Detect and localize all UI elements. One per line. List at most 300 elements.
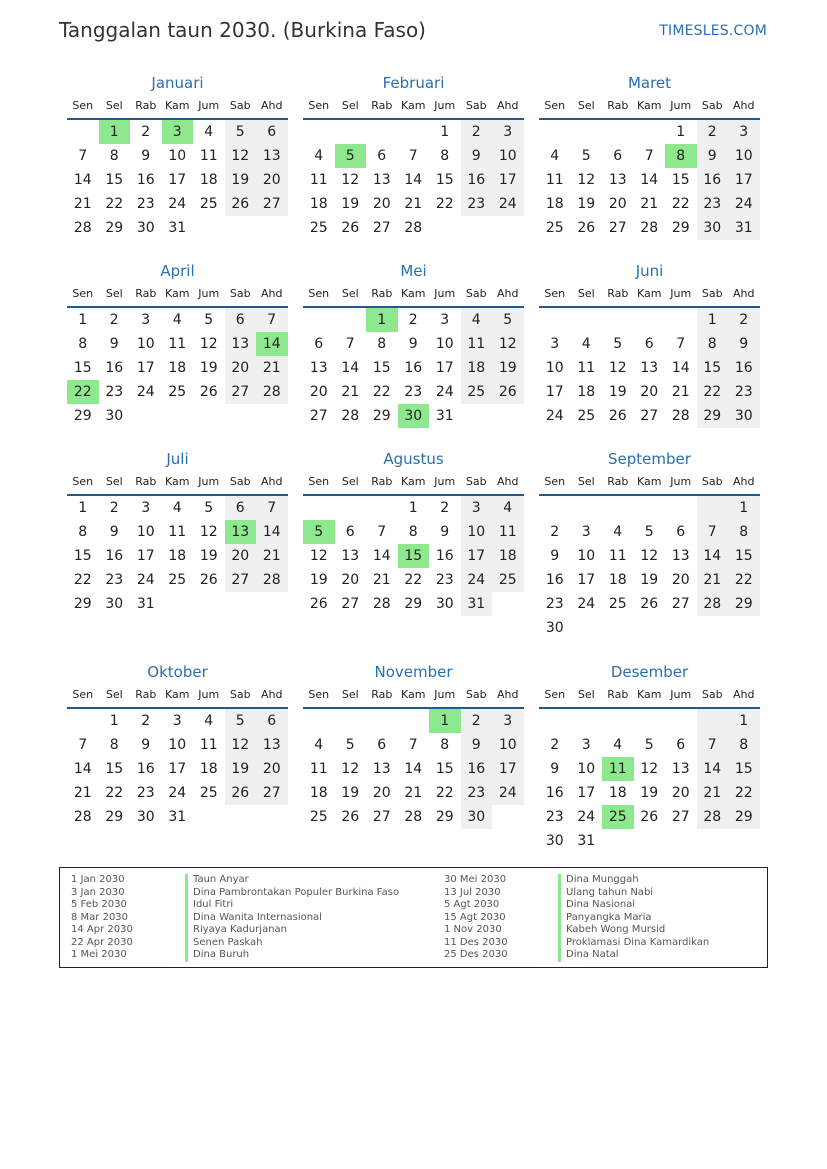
day-cell[interactable]: 18 [199, 172, 218, 188]
day-cell[interactable]: 28 [404, 220, 423, 236]
day-cell[interactable]: 14 [671, 360, 690, 376]
day-cell[interactable]: 23 [728, 380, 760, 404]
brand-link[interactable]: TIMESLES.COM [659, 23, 767, 39]
day-cell[interactable]: 13 [671, 548, 690, 564]
day-cell[interactable]: 27 [225, 568, 257, 592]
day-cell[interactable]: 10 [461, 520, 493, 544]
day-cell[interactable]: 20 [671, 572, 690, 588]
day-cell[interactable]: 24 [168, 785, 187, 801]
day-cell[interactable]: 13 [372, 172, 391, 188]
day-cell[interactable]: 25 [492, 568, 524, 592]
day-cell[interactable]: 7 [345, 336, 355, 352]
day-cell[interactable]: 2 [408, 312, 418, 328]
day-cell[interactable]: 20 [225, 544, 257, 568]
day-cell[interactable]: 27 [309, 408, 328, 424]
day-cell[interactable]: 20 [256, 168, 288, 192]
day-cell[interactable]: 28 [671, 408, 690, 424]
day-cell[interactable]: 15 [435, 172, 454, 188]
day-cell[interactable]: 20 [225, 356, 257, 380]
day-cell[interactable]: 20 [608, 196, 627, 212]
day-cell[interactable]: 29 [105, 220, 124, 236]
holiday-day[interactable]: 1 [99, 120, 131, 144]
day-cell[interactable]: 8 [78, 524, 88, 540]
day-cell[interactable]: 10 [577, 761, 596, 777]
day-cell[interactable]: 26 [492, 380, 524, 404]
day-cell[interactable]: 25 [608, 596, 627, 612]
day-cell[interactable]: 14 [372, 548, 391, 564]
day-cell[interactable]: 16 [545, 785, 564, 801]
day-cell[interactable]: 23 [136, 785, 155, 801]
day-cell[interactable]: 7 [78, 148, 88, 164]
day-cell[interactable]: 15 [435, 761, 454, 777]
day-cell[interactable]: 4 [613, 737, 623, 753]
day-cell[interactable]: 31 [577, 833, 596, 849]
day-cell[interactable]: 29 [105, 809, 124, 825]
day-cell[interactable]: 20 [372, 785, 391, 801]
day-cell[interactable]: 20 [309, 384, 328, 400]
day-cell[interactable]: 2 [461, 709, 493, 733]
day-cell[interactable]: 19 [225, 757, 257, 781]
day-cell[interactable]: 30 [545, 620, 564, 636]
day-cell[interactable]: 13 [341, 548, 360, 564]
day-cell[interactable]: 19 [492, 356, 524, 380]
day-cell[interactable]: 17 [168, 761, 187, 777]
day-cell[interactable]: 18 [168, 360, 187, 376]
day-cell[interactable]: 22 [697, 380, 729, 404]
day-cell[interactable]: 10 [492, 733, 524, 757]
day-cell[interactable]: 16 [105, 360, 124, 376]
day-cell[interactable]: 16 [545, 572, 564, 588]
day-cell[interactable]: 14 [73, 172, 92, 188]
day-cell[interactable]: 19 [640, 785, 659, 801]
day-cell[interactable]: 20 [341, 572, 360, 588]
day-cell[interactable]: 3 [728, 120, 760, 144]
day-cell[interactable]: 2 [141, 124, 151, 140]
day-cell[interactable]: 24 [728, 192, 760, 216]
day-cell[interactable]: 24 [492, 192, 524, 216]
day-cell[interactable]: 24 [168, 196, 187, 212]
day-cell[interactable]: 19 [309, 572, 328, 588]
day-cell[interactable]: 27 [608, 220, 627, 236]
holiday-day[interactable]: 13 [225, 520, 257, 544]
day-cell[interactable]: 23 [545, 596, 564, 612]
day-cell[interactable]: 13 [225, 332, 257, 356]
day-cell[interactable]: 26 [199, 384, 218, 400]
day-cell[interactable]: 30 [435, 596, 454, 612]
day-cell[interactable]: 5 [204, 312, 214, 328]
day-cell[interactable]: 15 [105, 761, 124, 777]
day-cell[interactable]: 12 [225, 144, 257, 168]
day-cell[interactable]: 31 [728, 216, 760, 240]
day-cell[interactable]: 17 [136, 360, 155, 376]
day-cell[interactable]: 2 [109, 500, 119, 516]
day-cell[interactable]: 26 [341, 220, 360, 236]
day-cell[interactable]: 7 [697, 733, 729, 757]
day-cell[interactable]: 6 [225, 308, 257, 332]
day-cell[interactable]: 27 [256, 781, 288, 805]
day-cell[interactable]: 25 [199, 196, 218, 212]
day-cell[interactable]: 29 [404, 596, 423, 612]
day-cell[interactable]: 6 [377, 148, 387, 164]
day-cell[interactable]: 4 [550, 148, 560, 164]
day-cell[interactable]: 13 [256, 144, 288, 168]
day-cell[interactable]: 13 [372, 761, 391, 777]
day-cell[interactable]: 12 [341, 761, 360, 777]
day-cell[interactable]: 21 [404, 785, 423, 801]
day-cell[interactable]: 16 [136, 761, 155, 777]
day-cell[interactable]: 28 [256, 568, 288, 592]
day-cell[interactable]: 20 [640, 384, 659, 400]
day-cell[interactable]: 4 [204, 124, 214, 140]
day-cell[interactable]: 1 [408, 500, 418, 516]
day-cell[interactable]: 3 [141, 500, 151, 516]
day-cell[interactable]: 4 [314, 148, 324, 164]
day-cell[interactable]: 27 [225, 380, 257, 404]
day-cell[interactable]: 23 [404, 384, 423, 400]
day-cell[interactable]: 27 [671, 809, 690, 825]
day-cell[interactable]: 19 [341, 196, 360, 212]
day-cell[interactable]: 1 [728, 709, 760, 733]
day-cell[interactable]: 6 [345, 524, 355, 540]
day-cell[interactable]: 28 [256, 380, 288, 404]
day-cell[interactable]: 31 [461, 592, 493, 616]
day-cell[interactable]: 27 [341, 596, 360, 612]
day-cell[interactable]: 1 [78, 312, 88, 328]
day-cell[interactable]: 29 [435, 809, 454, 825]
day-cell[interactable]: 10 [728, 144, 760, 168]
day-cell[interactable]: 28 [372, 596, 391, 612]
day-cell[interactable]: 28 [73, 809, 92, 825]
holiday-day[interactable]: 30 [398, 404, 430, 428]
day-cell[interactable]: 16 [697, 168, 729, 192]
day-cell[interactable]: 27 [256, 192, 288, 216]
holiday-day[interactable]: 22 [67, 380, 99, 404]
day-cell[interactable]: 24 [461, 568, 493, 592]
day-cell[interactable]: 2 [109, 312, 119, 328]
day-cell[interactable]: 9 [109, 336, 119, 352]
day-cell[interactable]: 30 [461, 805, 493, 829]
day-cell[interactable]: 9 [461, 144, 493, 168]
holiday-day[interactable]: 5 [335, 144, 367, 168]
day-cell[interactable]: 28 [404, 809, 423, 825]
day-cell[interactable]: 15 [697, 356, 729, 380]
day-cell[interactable]: 18 [168, 548, 187, 564]
day-cell[interactable]: 13 [608, 172, 627, 188]
day-cell[interactable]: 2 [440, 500, 450, 516]
holiday-day[interactable]: 14 [256, 332, 288, 356]
day-cell[interactable]: 21 [697, 781, 729, 805]
day-cell[interactable]: 7 [676, 336, 686, 352]
day-cell[interactable]: 2 [461, 120, 493, 144]
day-cell[interactable]: 21 [372, 572, 391, 588]
day-cell[interactable]: 25 [168, 384, 187, 400]
day-cell[interactable]: 23 [136, 196, 155, 212]
holiday-day[interactable]: 11 [602, 757, 634, 781]
day-cell[interactable]: 11 [168, 336, 187, 352]
day-cell[interactable]: 18 [461, 356, 493, 380]
day-cell[interactable]: 5 [345, 737, 355, 753]
day-cell[interactable]: 12 [199, 524, 218, 540]
day-cell[interactable]: 11 [199, 737, 218, 753]
day-cell[interactable]: 10 [545, 360, 564, 376]
day-cell[interactable]: 11 [199, 148, 218, 164]
day-cell[interactable]: 5 [225, 120, 257, 144]
day-cell[interactable]: 18 [199, 761, 218, 777]
day-cell[interactable]: 23 [105, 384, 124, 400]
day-cell[interactable]: 28 [697, 805, 729, 829]
day-cell[interactable]: 12 [341, 172, 360, 188]
day-cell[interactable]: 26 [640, 809, 659, 825]
day-cell[interactable]: 17 [461, 544, 493, 568]
day-cell[interactable]: 20 [671, 785, 690, 801]
day-cell[interactable]: 24 [435, 384, 454, 400]
day-cell[interactable]: 2 [697, 120, 729, 144]
day-cell[interactable]: 26 [640, 596, 659, 612]
day-cell[interactable]: 24 [136, 572, 155, 588]
day-cell[interactable]: 4 [172, 312, 182, 328]
day-cell[interactable]: 17 [168, 172, 187, 188]
day-cell[interactable]: 21 [341, 384, 360, 400]
day-cell[interactable]: 24 [136, 384, 155, 400]
day-cell[interactable]: 22 [372, 384, 391, 400]
day-cell[interactable]: 8 [440, 148, 450, 164]
day-cell[interactable]: 27 [640, 408, 659, 424]
day-cell[interactable]: 28 [640, 220, 659, 236]
day-cell[interactable]: 9 [109, 524, 119, 540]
day-cell[interactable]: 5 [644, 737, 654, 753]
day-cell[interactable]: 16 [728, 356, 760, 380]
day-cell[interactable]: 25 [199, 785, 218, 801]
day-cell[interactable]: 1 [109, 713, 119, 729]
day-cell[interactable]: 14 [640, 172, 659, 188]
day-cell[interactable]: 26 [199, 572, 218, 588]
day-cell[interactable]: 25 [168, 572, 187, 588]
day-cell[interactable]: 17 [492, 757, 524, 781]
day-cell[interactable]: 19 [225, 168, 257, 192]
day-cell[interactable]: 8 [728, 520, 760, 544]
day-cell[interactable]: 7 [644, 148, 654, 164]
holiday-day[interactable]: 8 [665, 144, 697, 168]
day-cell[interactable]: 25 [545, 220, 564, 236]
day-cell[interactable]: 10 [168, 148, 187, 164]
day-cell[interactable]: 12 [199, 336, 218, 352]
day-cell[interactable]: 9 [141, 148, 151, 164]
day-cell[interactable]: 29 [372, 408, 391, 424]
day-cell[interactable]: 22 [404, 572, 423, 588]
day-cell[interactable]: 23 [697, 192, 729, 216]
day-cell[interactable]: 7 [78, 737, 88, 753]
day-cell[interactable]: 15 [372, 360, 391, 376]
day-cell[interactable]: 28 [341, 408, 360, 424]
day-cell[interactable]: 22 [728, 781, 760, 805]
day-cell[interactable]: 30 [105, 596, 124, 612]
day-cell[interactable]: 13 [640, 360, 659, 376]
holiday-day[interactable]: 3 [162, 120, 194, 144]
day-cell[interactable]: 21 [73, 785, 92, 801]
day-cell[interactable]: 15 [73, 360, 92, 376]
day-cell[interactable]: 4 [172, 500, 182, 516]
day-cell[interactable]: 26 [309, 596, 328, 612]
day-cell[interactable]: 30 [697, 216, 729, 240]
day-cell[interactable]: 3 [141, 312, 151, 328]
day-cell[interactable]: 22 [73, 572, 92, 588]
day-cell[interactable]: 3 [440, 312, 450, 328]
day-cell[interactable]: 6 [256, 120, 288, 144]
day-cell[interactable]: 20 [372, 196, 391, 212]
holiday-day[interactable]: 1 [429, 709, 461, 733]
day-cell[interactable]: 8 [109, 737, 119, 753]
day-cell[interactable]: 29 [728, 805, 760, 829]
day-cell[interactable]: 21 [697, 568, 729, 592]
day-cell[interactable]: 13 [256, 733, 288, 757]
day-cell[interactable]: 14 [404, 172, 423, 188]
day-cell[interactable]: 9 [550, 548, 560, 564]
day-cell[interactable]: 25 [461, 380, 493, 404]
day-cell[interactable]: 18 [309, 785, 328, 801]
day-cell[interactable]: 14 [341, 360, 360, 376]
day-cell[interactable]: 8 [408, 524, 418, 540]
day-cell[interactable]: 28 [697, 592, 729, 616]
day-cell[interactable]: 14 [256, 520, 288, 544]
day-cell[interactable]: 6 [377, 737, 387, 753]
day-cell[interactable]: 26 [577, 220, 596, 236]
day-cell[interactable]: 18 [577, 384, 596, 400]
holiday-day[interactable]: 5 [303, 520, 335, 544]
day-cell[interactable]: 24 [545, 408, 564, 424]
day-cell[interactable]: 15 [728, 757, 760, 781]
day-cell[interactable]: 14 [697, 757, 729, 781]
day-cell[interactable]: 14 [697, 544, 729, 568]
day-cell[interactable]: 8 [728, 733, 760, 757]
day-cell[interactable]: 8 [78, 336, 88, 352]
day-cell[interactable]: 9 [440, 524, 450, 540]
day-cell[interactable]: 19 [199, 360, 218, 376]
day-cell[interactable]: 14 [73, 761, 92, 777]
day-cell[interactable]: 19 [341, 785, 360, 801]
day-cell[interactable]: 22 [105, 785, 124, 801]
day-cell[interactable]: 31 [168, 220, 187, 236]
day-cell[interactable]: 7 [256, 496, 288, 520]
day-cell[interactable]: 2 [550, 737, 560, 753]
day-cell[interactable]: 27 [671, 596, 690, 612]
day-cell[interactable]: 3 [461, 496, 493, 520]
day-cell[interactable]: 2 [141, 713, 151, 729]
day-cell[interactable]: 2 [550, 524, 560, 540]
day-cell[interactable]: 5 [225, 709, 257, 733]
day-cell[interactable]: 27 [372, 220, 391, 236]
day-cell[interactable]: 12 [640, 548, 659, 564]
day-cell[interactable]: 17 [577, 572, 596, 588]
day-cell[interactable]: 29 [73, 596, 92, 612]
day-cell[interactable]: 9 [408, 336, 418, 352]
day-cell[interactable]: 16 [136, 172, 155, 188]
day-cell[interactable]: 16 [105, 548, 124, 564]
day-cell[interactable]: 18 [608, 572, 627, 588]
day-cell[interactable]: 23 [435, 572, 454, 588]
day-cell[interactable]: 4 [461, 308, 493, 332]
day-cell[interactable]: 29 [73, 408, 92, 424]
day-cell[interactable]: 12 [577, 172, 596, 188]
day-cell[interactable]: 13 [309, 360, 328, 376]
day-cell[interactable]: 15 [728, 544, 760, 568]
day-cell[interactable]: 23 [461, 192, 493, 216]
day-cell[interactable]: 10 [168, 737, 187, 753]
day-cell[interactable]: 30 [136, 809, 155, 825]
day-cell[interactable]: 1 [440, 124, 450, 140]
day-cell[interactable]: 11 [461, 332, 493, 356]
day-cell[interactable]: 11 [168, 524, 187, 540]
day-cell[interactable]: 6 [676, 737, 686, 753]
day-cell[interactable]: 6 [225, 496, 257, 520]
day-cell[interactable]: 12 [225, 733, 257, 757]
day-cell[interactable]: 9 [141, 737, 151, 753]
day-cell[interactable]: 11 [608, 548, 627, 564]
day-cell[interactable]: 31 [435, 408, 454, 424]
day-cell[interactable]: 18 [492, 544, 524, 568]
day-cell[interactable]: 30 [136, 220, 155, 236]
day-cell[interactable]: 3 [550, 336, 560, 352]
day-cell[interactable]: 11 [309, 172, 328, 188]
day-cell[interactable]: 26 [608, 408, 627, 424]
day-cell[interactable]: 22 [105, 196, 124, 212]
day-cell[interactable]: 3 [172, 713, 182, 729]
day-cell[interactable]: 5 [613, 336, 623, 352]
day-cell[interactable]: 8 [697, 332, 729, 356]
day-cell[interactable]: 16 [461, 168, 493, 192]
day-cell[interactable]: 15 [105, 172, 124, 188]
day-cell[interactable]: 19 [199, 548, 218, 564]
day-cell[interactable]: 18 [608, 785, 627, 801]
day-cell[interactable]: 12 [309, 548, 328, 564]
day-cell[interactable]: 5 [492, 308, 524, 332]
day-cell[interactable]: 30 [105, 408, 124, 424]
day-cell[interactable]: 7 [408, 737, 418, 753]
day-cell[interactable]: 15 [671, 172, 690, 188]
day-cell[interactable]: 2 [728, 308, 760, 332]
day-cell[interactable]: 11 [545, 172, 564, 188]
day-cell[interactable]: 16 [435, 548, 454, 564]
day-cell[interactable]: 26 [225, 781, 257, 805]
day-cell[interactable]: 17 [136, 548, 155, 564]
day-cell[interactable]: 15 [73, 548, 92, 564]
day-cell[interactable]: 17 [728, 168, 760, 192]
day-cell[interactable]: 19 [577, 196, 596, 212]
day-cell[interactable]: 1 [728, 496, 760, 520]
day-cell[interactable]: 1 [676, 124, 686, 140]
day-cell[interactable]: 31 [168, 809, 187, 825]
day-cell[interactable]: 4 [613, 524, 623, 540]
day-cell[interactable]: 4 [581, 336, 591, 352]
day-cell[interactable]: 31 [136, 596, 155, 612]
day-cell[interactable]: 19 [640, 572, 659, 588]
day-cell[interactable]: 21 [256, 356, 288, 380]
day-cell[interactable]: 3 [492, 709, 524, 733]
day-cell[interactable]: 6 [613, 148, 623, 164]
day-cell[interactable]: 11 [492, 520, 524, 544]
day-cell[interactable]: 5 [204, 500, 214, 516]
day-cell[interactable]: 6 [676, 524, 686, 540]
day-cell[interactable]: 22 [435, 196, 454, 212]
day-cell[interactable]: 25 [309, 809, 328, 825]
day-cell[interactable]: 29 [728, 592, 760, 616]
day-cell[interactable]: 5 [644, 524, 654, 540]
day-cell[interactable]: 26 [225, 192, 257, 216]
day-cell[interactable]: 18 [545, 196, 564, 212]
day-cell[interactable]: 21 [404, 196, 423, 212]
holiday-day[interactable]: 15 [398, 544, 430, 568]
holiday-day[interactable]: 1 [366, 308, 398, 332]
day-cell[interactable]: 23 [461, 781, 493, 805]
